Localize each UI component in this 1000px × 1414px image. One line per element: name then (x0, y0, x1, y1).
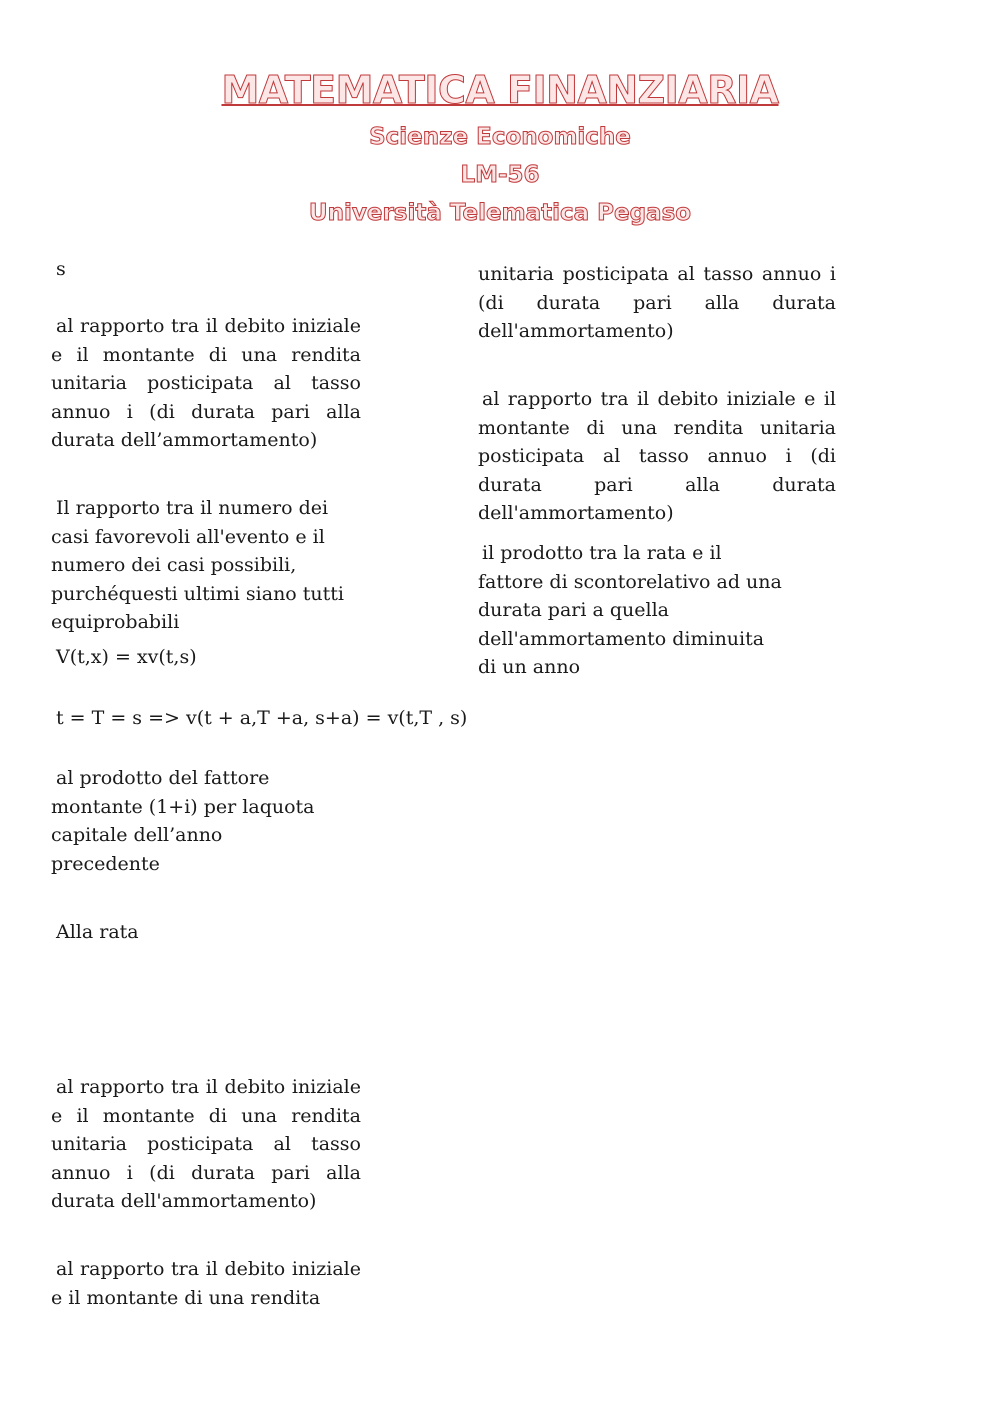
answer-block-4: al prodotto del fattore montante (1+i) per laquota capitale dell’anno precedente (51, 767, 315, 875)
university-name: Università Telematica Pegaso (308, 200, 692, 226)
answer-block-5: Alla rata (56, 921, 139, 943)
answer-block-9: al rapporto tra il debito iniziale e il montante di una rendita unitaria posticipata al tasso annuo i (di durata pari alla durata dell'ammortamento) (478, 388, 836, 524)
answer-block-8: unitaria posticipata al tasso annuo i (di durata pari alla durata dell'ammortamento) (478, 263, 836, 342)
answer-block-6: al rapporto tra il debito iniziale e il montante di una rendita unitaria posticipata al tasso annuo i (di durata pari alla durata dell'ammortamento) (51, 1076, 361, 1212)
formula-block-2: t = T = s => v(t + a,T +a, s+a) = v(t,T , s) (56, 707, 468, 729)
answer-block-1: s (56, 258, 66, 280)
formula-block-1: V(t,x) = xv(t,s) (56, 646, 197, 668)
page-title: MATEMATICA FINANZIARIA (221, 68, 779, 112)
answer-block-7: al rapporto tra il debito iniziale e il montante di una rendita (51, 1258, 361, 1309)
answer-block-2: al rapporto tra il debito iniziale e il montante di una rendita unitaria posticipata al tasso annuo i (di durata pari alla durata dell’ammortamento) (51, 315, 361, 451)
answer-block-10: il prodotto tra la rata e il fattore di scontorelativo ad una durata pari a quella dell'ammortamento diminuita di un anno (478, 542, 782, 678)
answer-block-3: Il rapporto tra il numero dei casi favorevoli all'evento e il numero dei casi possibili, purchéquesti ultimi siano tutti equiprobabili (51, 497, 344, 633)
degree-subtitle: Scienze Economiche (369, 124, 631, 150)
degree-code: LM-56 (460, 162, 540, 188)
